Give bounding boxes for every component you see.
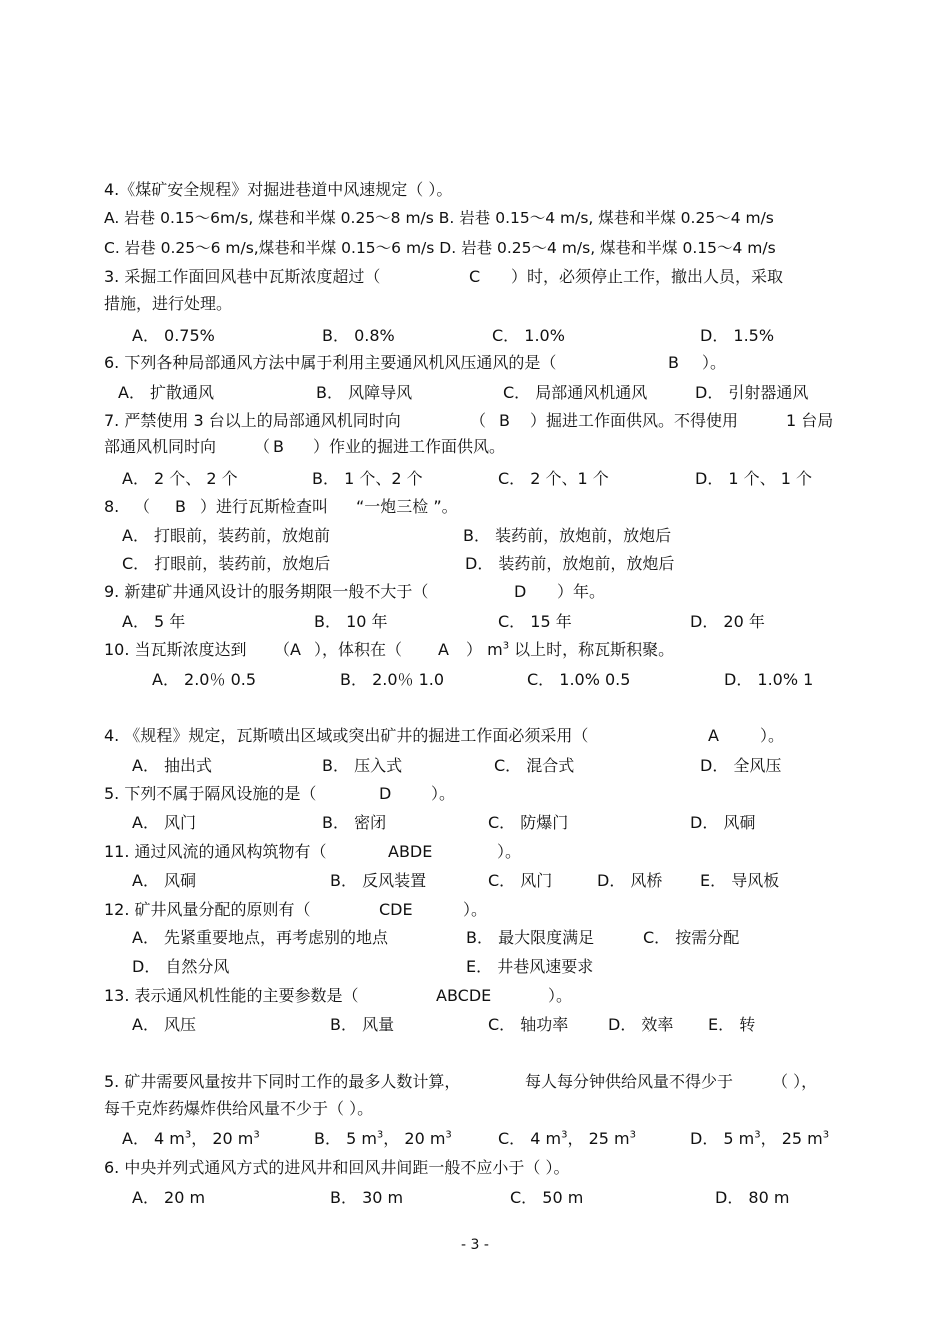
q3-stem-a: 3. 采掘工作面回风巷中瓦斯浓度超过（ bbox=[104, 267, 381, 286]
q4b-option-c: C． 混合式 bbox=[494, 756, 575, 775]
q12-answer: CDE bbox=[379, 900, 413, 919]
q9-stem-b: ）年。 bbox=[557, 582, 606, 601]
q11-option-d: D． 风桥 bbox=[597, 871, 663, 890]
q11-answer: ABDE bbox=[388, 842, 433, 861]
q10-stem-b: ），体积在（ bbox=[314, 640, 403, 659]
q7-option-c: C． 2 个、1 个 bbox=[498, 469, 609, 488]
q6b-option-d: D． 80 m bbox=[715, 1188, 790, 1207]
q7-paren-a: （ bbox=[470, 411, 487, 430]
q4b-answer: A bbox=[708, 726, 719, 745]
q11-option-e: E． 导风板 bbox=[700, 871, 780, 890]
q12-option-b: B． 最大限度满足 bbox=[466, 928, 595, 947]
q11-option-b: B． 反风装置 bbox=[330, 871, 427, 890]
q9-option-b: B． 10 年 bbox=[314, 612, 388, 631]
q5b-stem-a: 5. 矿井需要风量按井下同时工作的最多人数计算， bbox=[104, 1072, 461, 1091]
q8-option-c: C． 打眼前，装药前，放炮后 bbox=[122, 554, 331, 573]
q7-stem-c: 1 台局 bbox=[786, 411, 834, 430]
q9-option-d: D． 20 年 bbox=[690, 612, 765, 631]
q12-option-d: D． 自然分风 bbox=[132, 957, 230, 976]
page-number: - 3 - bbox=[461, 1237, 489, 1253]
q7-stem-a: 7. 严禁使用 3 台以上的局部通风机同时向 bbox=[104, 411, 401, 430]
q6a-stem-a: 6. 下列各种局部通风方法中属于利用主要通风机风压通风的是（ bbox=[104, 353, 557, 372]
q8-option-b: B． 装药前，放炮前，放炮后 bbox=[463, 526, 672, 545]
q10-option-c: C． 1.0% 0.5 bbox=[527, 670, 631, 689]
q6a-option-b: B． 风障导风 bbox=[316, 383, 413, 402]
q4b-option-b: B． 压入式 bbox=[322, 756, 403, 775]
q5b-option-d: D． 5 $m^3$， 25 $m^3$ bbox=[690, 1129, 830, 1148]
q13-option-c: C． 轴功率 bbox=[488, 1015, 569, 1034]
q6a-answer: B bbox=[668, 353, 679, 372]
q13-stem-b: ）。 bbox=[548, 986, 573, 1005]
q8-option-a: A． 打眼前，装药前，放炮前 bbox=[122, 526, 331, 545]
q9-answer: D bbox=[514, 582, 527, 601]
q7-option-b: B． 1 个、2 个 bbox=[312, 469, 423, 488]
q4b-option-d: D． 全风压 bbox=[700, 756, 782, 775]
q3-stem-b: ）时，必须停止工作，撤出人员，采取 bbox=[511, 267, 784, 286]
q7-paren-b: （ bbox=[254, 437, 271, 456]
q12-stem-b: ）。 bbox=[463, 900, 488, 919]
q3-stem-c: 措施，进行处理。 bbox=[104, 294, 233, 313]
q13-option-d: D． 效率 bbox=[608, 1015, 674, 1034]
q10-option-a: A． 2.0％ 0.5 bbox=[152, 670, 257, 689]
q5a-option-d: D． 风硐 bbox=[690, 813, 756, 832]
q5b-option-a: A． 4 $m^3$， 20 $m^3$ bbox=[122, 1129, 260, 1148]
q7-stem-d: 部通风机同时向 bbox=[104, 437, 217, 456]
q8-stem-b: ）进行瓦斯检查叫 bbox=[200, 497, 329, 516]
q3-option-c: C． 1.0% bbox=[492, 326, 565, 345]
q9-stem-a: 9. 新建矿井通风设计的服务期限一般不大于（ bbox=[104, 582, 429, 601]
q11-option-c: C． 风门 bbox=[488, 871, 553, 890]
q6a-option-d: D． 引射器通风 bbox=[695, 383, 809, 402]
q7-stem-b: ）掘进工作面供风。不得使用 bbox=[530, 411, 739, 430]
q5a-option-c: C． 防爆门 bbox=[488, 813, 569, 832]
q7-answer-2: B bbox=[273, 437, 284, 456]
q10-superscript: 3 bbox=[502, 640, 510, 652]
q5a-answer: D bbox=[379, 784, 392, 803]
q3-option-a: A． 0.75% bbox=[132, 326, 215, 345]
q13-option-b: B． 风量 bbox=[330, 1015, 395, 1034]
q5b-stem-b: 每人每分钟供给风量不得少于 bbox=[525, 1072, 734, 1091]
q5b-option-c: C． 4 $m^3$， 25 $m^3$ bbox=[498, 1129, 636, 1148]
q3-option-b: B． 0.8% bbox=[322, 326, 395, 345]
q9-option-a: A． 5 年 bbox=[122, 612, 186, 631]
q10-answer-2: A bbox=[438, 640, 449, 659]
q8-stem-c: “一炮三检 ”。 bbox=[356, 497, 458, 516]
q5a-stem-a: 5. 下列不属于隔风设施的是（ bbox=[104, 784, 317, 803]
q12-option-a: A． 先紧重要地点，再考虑别的地点 bbox=[132, 928, 389, 947]
q12-option-e: E． 井巷风速要求 bbox=[466, 957, 594, 976]
q6a-stem-b: ）。 bbox=[702, 353, 727, 372]
q13-option-a: A． 风压 bbox=[132, 1015, 197, 1034]
q3-option-d: D． 1.5% bbox=[700, 326, 775, 345]
q4b-option-a: A． 抽出式 bbox=[132, 756, 213, 775]
q13-stem-a: 13. 表示通风机性能的主要参数是（ bbox=[104, 986, 359, 1005]
q13-answer: ABCDE bbox=[436, 986, 492, 1005]
q5b-stem-c: （ ）， bbox=[772, 1072, 818, 1091]
q6b-option-c: C． 50 m bbox=[510, 1188, 584, 1207]
q4a-options-row1: A. 岩巷 0.15～6m/s, 煤巷和半煤 0.25～8 m/s B. 岩巷 0.15～4 m/s, 煤巷和半煤 0.25～4 m/s bbox=[104, 209, 774, 227]
q9-option-c: C． 15 年 bbox=[498, 612, 572, 631]
q10-option-d: D． 1.0% 1 bbox=[724, 670, 814, 689]
q5a-stem-b: ）。 bbox=[431, 784, 456, 803]
q8-option-d: D． 装药前，放炮前，放炮后 bbox=[465, 554, 675, 573]
q10-option-b: B． 2.0％ 1.0 bbox=[340, 670, 445, 689]
q12-stem-a: 12. 矿井风量分配的原则有（ bbox=[104, 900, 311, 919]
q6b-stem: 6. 中央并列式通风方式的进风井和回风井间距一般不应小于（ ）。 bbox=[104, 1158, 570, 1177]
q10-stem-a: 10. 当瓦斯浓度达到 bbox=[104, 640, 247, 659]
q6b-option-b: B． 30 m bbox=[330, 1188, 404, 1207]
q13-option-e: E． 转 bbox=[708, 1015, 756, 1034]
q6a-option-c: C． 局部通风机通风 bbox=[503, 383, 648, 402]
q7-answer-1: B bbox=[499, 411, 510, 430]
q4b-stem-b: ）。 bbox=[760, 726, 785, 745]
q4a-options-row2: C. 岩巷 0.25～6 m/s,煤巷和半煤 0.15～6 m/s D. 岩巷 0.25～4 m/s, 煤巷和半煤 0.15～4 m/s bbox=[104, 239, 776, 257]
q7-stem-e: ）作业的掘进工作面供风。 bbox=[313, 437, 506, 456]
q7-option-d: D． 1 个、 1 个 bbox=[695, 469, 813, 488]
q5a-option-a: A． 风门 bbox=[132, 813, 197, 832]
q10-stem-c: ） $m^3$ 以上时，称瓦斯积聚。 bbox=[466, 640, 675, 659]
q12-option-c: C． 按需分配 bbox=[643, 928, 740, 947]
q5b-stem-d: 每千克炸药爆炸供给风量不少于（ ）。 bbox=[104, 1099, 374, 1118]
q11-stem-a: 11. 通过风流的通风构筑物有（ bbox=[104, 842, 327, 861]
q8-paren: （ bbox=[134, 497, 151, 516]
q5b-option-b: B． 5 $m^3$， 20 $m^3$ bbox=[314, 1129, 452, 1148]
q7-option-a: A． 2 个、 2 个 bbox=[122, 469, 238, 488]
q3-answer: C bbox=[469, 267, 481, 286]
q4b-stem-a: 4. 《规程》规定，瓦斯喷出区域或突出矿井的掘进工作面必须采用（ bbox=[104, 726, 589, 745]
q4a-stem: 4.《煤矿安全规程》对掘进巷道中风速规定（ ）。 bbox=[104, 180, 453, 199]
q8-answer: B bbox=[175, 497, 186, 516]
q10-answer-1: （A bbox=[274, 640, 301, 659]
q11-stem-b: ）。 bbox=[497, 842, 522, 861]
q6b-option-a: A． 20 m bbox=[132, 1188, 206, 1207]
q6a-option-a: A． 扩散通风 bbox=[118, 383, 215, 402]
q5a-option-b: B． 密闭 bbox=[322, 813, 387, 832]
q11-option-a: A． 风硐 bbox=[132, 871, 197, 890]
q8-stem-a: 8. bbox=[104, 497, 120, 516]
